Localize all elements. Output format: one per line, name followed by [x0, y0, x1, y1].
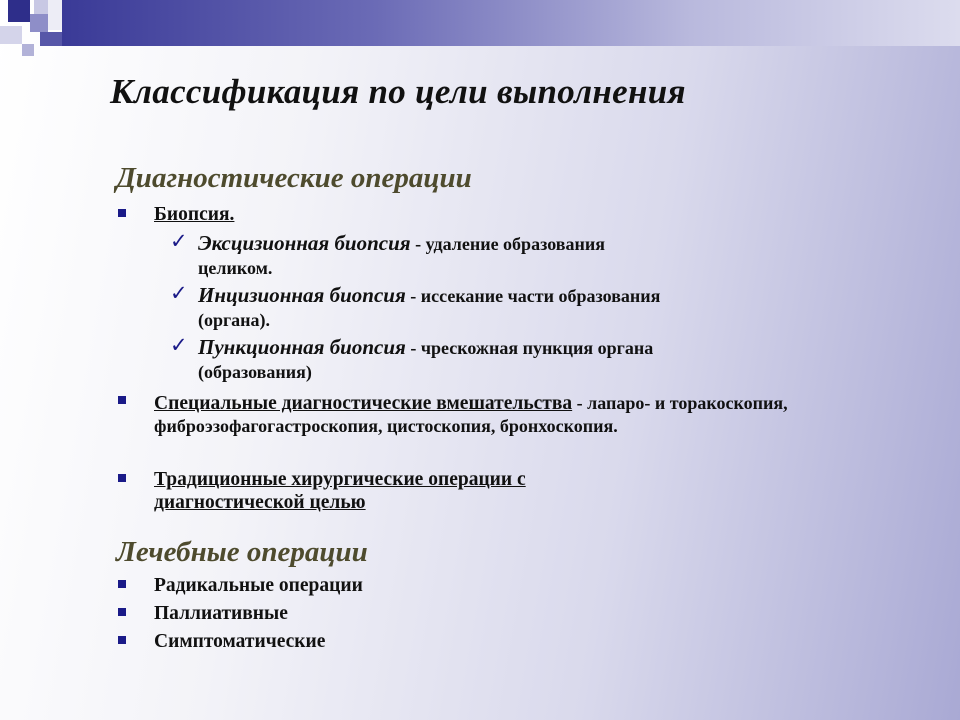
special-label: Специальные диагностические вмешательства: [154, 393, 573, 414]
biopsy-desc-cont: (образования): [198, 362, 312, 382]
biopsy-label: Биопсия.: [154, 204, 235, 225]
traditional-line2: диагностической целью: [154, 492, 366, 513]
list-item: [198, 284, 898, 333]
checkmark-icon: ✓: [170, 333, 188, 357]
dash: -: [410, 234, 426, 254]
dash: -: [405, 338, 421, 358]
dash: -: [405, 286, 421, 306]
biopsy-desc: удаление образования: [425, 234, 605, 254]
square-bullet-icon: [118, 580, 126, 588]
list-item: [198, 232, 898, 281]
square-bullet-icon: [118, 474, 126, 482]
list-item: Радикальные операции: [154, 575, 363, 596]
header-gradient-band: [62, 0, 960, 46]
list-item: Паллиативные: [154, 603, 288, 624]
square-bullet-icon: [118, 209, 126, 217]
traditional-operations: [154, 468, 526, 514]
square-bullet-icon: [118, 396, 126, 404]
slide-title: Классификация по цели выполнения: [110, 72, 686, 111]
biopsy-term: Инцизионная биопсия: [198, 283, 406, 307]
biopsy-desc: иссекание части образования: [420, 286, 661, 306]
checkmark-icon: ✓: [170, 281, 188, 305]
special-desc: - лапаро- и торакоскопия, фиброэзофагогастроскопия, цистоскопия, бронхоскопия.: [154, 393, 788, 436]
biopsy-desc: чрескожная пункция органа: [420, 338, 654, 358]
biopsy-desc-cont: (органа).: [198, 310, 271, 330]
biopsy-term: Эксцизионная биопсия: [198, 231, 411, 255]
list-item: [198, 336, 898, 385]
biopsy-term: Пункционная биопсия: [198, 335, 406, 359]
special-interventions: [154, 392, 914, 438]
biopsy-desc-cont: целиком.: [198, 258, 273, 278]
traditional-line1: Традиционные хирургические операции с: [154, 469, 526, 490]
list-item: Симптоматические: [154, 631, 326, 652]
square-bullet-icon: [118, 608, 126, 616]
checkmark-icon: ✓: [170, 229, 188, 253]
section-heading-diagnostic: Диагностические операции: [116, 162, 472, 194]
section-heading-treatment: Лечебные операции: [116, 536, 368, 568]
square-bullet-icon: [118, 636, 126, 644]
